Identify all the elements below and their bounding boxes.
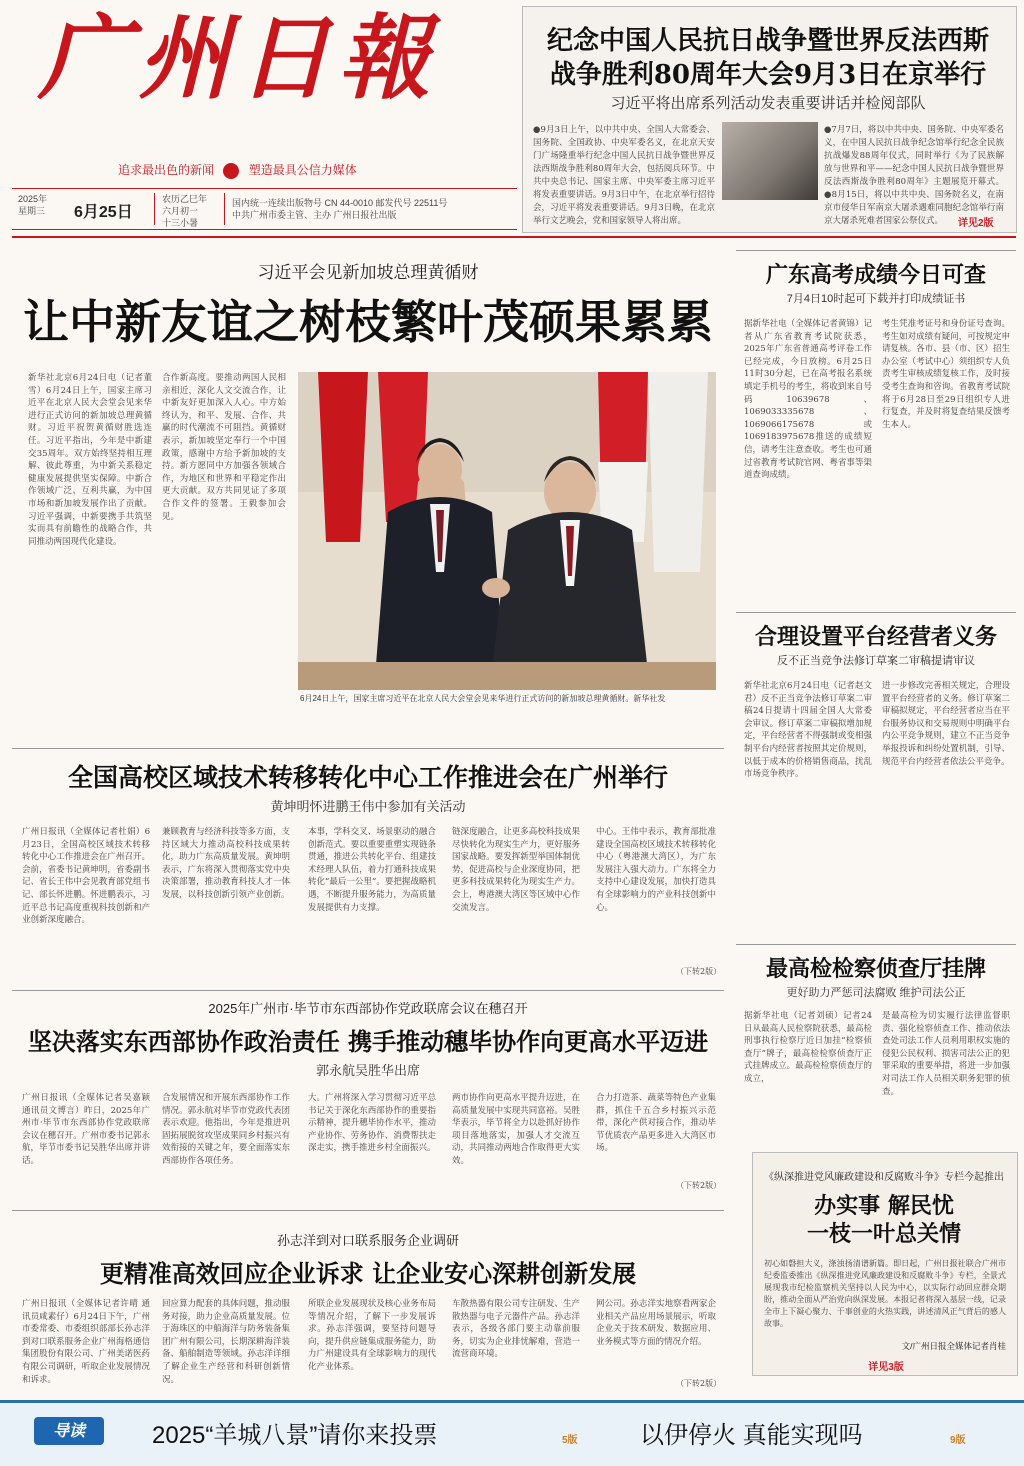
lead-headline[interactable]: 让中新友谊之树枝繁叶茂硕果累累: [23, 295, 713, 349]
gaokao-headline[interactable]: 广东高考成绩今日可查: [765, 262, 986, 288]
guide-item-1-page[interactable]: 5版: [562, 1435, 578, 1446]
bijie-subheadline: 郭永航吴胜华出席: [315, 1063, 420, 1078]
enterprise-body-col3: 所联企业发展现状及核心业务布局等情况介绍，了解下一步发展诉求。孙志洋强调，要坚持问题导向，提升供应链集成服务能力，助力广州建设具有全球影响力的现代化产业体系。: [308, 1299, 436, 1372]
issue-weekday: 星期三: [18, 206, 46, 216]
platform-headline[interactable]: 合理设置平台经营者义务: [754, 624, 997, 650]
guide-footer: [0, 1400, 1024, 1466]
procuratorate-headline[interactable]: 最高检检察侦查厅挂牌: [765, 956, 986, 982]
enterprise-body-col5: 网公司。孙志洋实地察看两家企业相关产品应用场景展示，听取企业关于技术研发、数据应用、业务模式等方面的情况介绍。: [596, 1299, 716, 1347]
guide-item-1[interactable]: 2025“羊城八景”请你来投票: [152, 1422, 438, 1449]
campaign-header: 《纵深推进党风廉政建设和反腐败斗争》专栏今起推出: [764, 1172, 1004, 1183]
slogan-right: 塑造最具公信力媒体: [248, 163, 357, 177]
top-story-headline[interactable]: [533, 24, 1003, 92]
lunar-date-block: [162, 193, 207, 229]
enterprise-kicker: 孙志洋到对口联系服务企业调研: [276, 1233, 459, 1248]
platform-body-col1: 新华社北京6月24日电（记者赵文君）反不正当竞争法修订草案二审稿24日提请十四届全国人大常委会审议。修订草案二审稿拟增加规定，平台经营者不得强制或变相强制平台内经营者按照其定价规则，以低于成本的价格销售商品，扰乱市场竞争秩序。: [744, 681, 872, 780]
guide-tag: 导读: [34, 1417, 104, 1445]
enterprise-continue[interactable]: （下转2版）: [676, 1379, 722, 1388]
top-story-photo: [722, 122, 818, 200]
tech-subheadline: 黄坤明怀进鹏王伟中参加有关活动: [270, 799, 466, 814]
campaign-byline: 文/广州日报全媒体记者肖桂: [901, 1341, 1006, 1351]
top-story-see-page[interactable]: 详见2版: [958, 218, 994, 229]
tech-body-col1: 广州日报讯（全媒体记者杜娟）6月23日，全国高校区域技术转移转化中心工作推进会在广州召开。会前，省委书记黄坤明，省委副书记、省长王伟中会见教育部党组书记、部长怀进鹏。怀进鹏表示，习近平总书记高度重视科技创新和产业创新深度融合。: [22, 827, 150, 926]
tech-body-col5: 中心。王伟中表示，教育部批准建设全国高校区域技术转移转化中心（粤港澳大湾区），为广东发展注入强大动力。广东将全力支持中心建设发展，加快打造具有全球影响力的产业科技创新中心。: [596, 827, 716, 913]
newspaper-logo-icon: [223, 163, 239, 179]
campaign-headline[interactable]: [760, 1192, 1008, 1248]
procuratorate-body-col1: 据新华社电（记者刘硕）记者24日从最高人民检察院获悉，最高检刑事执行检察厅近日加挂“检察侦查厅”牌子，最高检检察侦查厅正式挂牌成立。最高检检察侦查厅的成立，: [744, 1011, 872, 1084]
tech-continue[interactable]: （下转2版）: [676, 967, 722, 976]
masthead-slogan: [118, 161, 357, 179]
top-story-col2: ●7月7日，将以中共中央、国务院、中央军委名义，在中国人民抗日战争纪念馆举行纪念全民族抗战爆发88周年仪式，同时举行《为了民族解放与世界和平——纪念中国人民抗日战争暨世界反法西斯战争胜利80周年》主题展览开幕式。●8月15日，将以中共中央、国务院名义，在南京市侵华日军南京大屠杀遇难同胞纪念馆举行南京大屠杀死难者国家公祭仪式。: [824, 125, 1004, 226]
issue-year: 2025年: [18, 194, 48, 204]
tech-body-col4: 链深度融合，让更多高校科技成果尽快转化为现实生产力，更好服务国家战略。要发挥新型举国体制优势，促进高校与企业深度协同，把更多科技成果转化为现实生产力。会上，粤港澳大湾区等区域中心作交流发言。: [452, 827, 580, 913]
campaign-body: 初心如磐担大义，涤浊扬清谱新篇。即日起，广州日报社联合广州市纪委监委推出《纵深推进党风廉政建设和反腐败斗争》专栏，全景式展现我市纪检监察机关坚持以人民为中心，以实际行动回应群众期盼，推动全面从严治党向纵深发展。本报记者将深入基层一线，记录全市上下凝心聚力、干事创业的火热实践，讲述清风正气背后的感人故事。: [764, 1259, 1006, 1328]
top-story-col1: ●9月3日上午，以中共中央、全国人大常委会、国务院、全国政协、中央军委名义，在北京天安门广场隆重举行纪念中国人民抗日战争暨世界反法西斯战争胜利80周年大会，包括阅兵环节。中共中央总书记、国家主席、中央军委主席习近平将发表重要讲话。9月3日中午，在北京举行招待会，习近平将发表重要讲话。9月3日晚，在北京举行文艺晚会，党和国家领导人将出席。: [533, 125, 715, 226]
campaign-headline-line2: 一枝一叶总关情: [806, 1221, 961, 1247]
guide-item-2[interactable]: 以伊停火 真能实现吗: [640, 1422, 863, 1449]
tech-body-col2: 兼顾教育与经济科技等多方面，支持区域大力推动高校科技成果转化，助力广东高质量发展。黄坤明表示，广东将深入贯彻落实党中央决策部署，推动教育科技人才一体发展，以科技创新引领产业创新。: [162, 827, 290, 900]
slogan-left: 追求最出色的新闻: [118, 163, 215, 177]
issue-date: 6月25日: [74, 204, 133, 221]
bijie-body-col1: 广州日报讯（全媒体记者吴嘉颖 通讯员文博言）昨日，2025年广州市·毕节市东西部协作党政联席会议在穗召开。广州市委书记郭永航，毕节市委书记吴胜华出席并讲话。: [22, 1093, 150, 1166]
header-divider: [12, 236, 1016, 238]
bijie-kicker: 2025年广州市·毕节市东西部协作党政联席会议在穗召开: [208, 1001, 528, 1016]
solar-term: 十三小暑: [162, 218, 199, 228]
platform-subheadline: 反不正当竞争法修订草案二审稿提请审议: [777, 655, 975, 667]
top-story-subtitle: 习近平将出席系列活动发表重要讲话并检阅部队: [610, 95, 926, 112]
enterprise-body-col1: 广州日报讯（全媒体记者许晴 通讯员咸素仔）6月24日下午，广州市委常委、市委组织部部长孙志洋到对口联系服务企业广州海格通信集团股份有限公司、广州美诺医药有限公司调研，听取企业发展情况和诉求。: [22, 1299, 150, 1385]
lead-kicker: 习近平会见新加坡总理黄循财: [257, 263, 479, 282]
bijie-body-col2: 合发展情况和开展东西部协作工作情况。郭永航对毕节市党政代表团表示欢迎。他指出，今年是推进巩固拓展脱贫攻坚成果同乡村振兴有效衔接的关键之年，要全面落实东西部协作各项任务。: [162, 1093, 290, 1166]
enterprise-headline[interactable]: 更精准高效回应企业诉求 让企业安心深耕创新发展: [99, 1259, 637, 1288]
tech-body-col3: 本事，学科交叉、场景驱动的融合创新范式。要以重要重塑实现链条贯通，推进公共转化平台、组建技术经理人队伍，着力打通科技成果转化“最后一公里”。要把握战略机遇，不断提升服务能力，为高质量发展提供有力支撑。: [308, 827, 436, 913]
top-story-headline-line2: 战争胜利80周年大会9月3日在京举行: [549, 60, 987, 90]
gaokao-body-col2: 考生凭准考证号和身份证号查询。考生如对成绩有疑问，可按规定申请复核。各市、县（市、区）招生办公室（考试中心）须组织专人负责考生审核成绩复核工作，及时接受考生查询和咨询。省教育考试院将于6月28日至29日组织专人进行复查，并及时将复查结果反馈考生本人。: [882, 319, 1010, 430]
sponsor-line: 中共广州市委主管、主办 广州日报社出版: [232, 210, 397, 220]
lead-photo-caption: 6月24日上午，国家主席习近平在北京人民大会堂会见来华进行正式访问的新加坡总理黄循财。新华社发: [300, 694, 666, 703]
bijie-continue[interactable]: （下转2版）: [676, 1181, 722, 1190]
bijie-body-col5: 合力打造茶、蔬菜等特色产业集群，抓住千五合乡村振兴示范带，深化产供对接合作，推动毕节优质农产品更多进入大湾区市场。: [596, 1093, 716, 1154]
lunar-day: 六月初一: [162, 206, 199, 216]
masthead-title: 广州日報: [38, 4, 439, 112]
lead-photo: [298, 372, 716, 690]
issue-info-bar: [12, 188, 517, 230]
publication-info: [232, 197, 447, 221]
gaokao-subheadline: 7月4日10时起可下载并打印成绩证书: [786, 293, 966, 305]
enterprise-body-col2: 回应算力配套的具体问题，推动服务对接，助力企业高质量发展。位于海珠区的中船海洋与防务装备集团广州有限公司，长期深耕海洋装备、船舶制造等领域。孙志洋详细了解企业生产经营和科研创新情况。: [162, 1299, 290, 1385]
procuratorate-body-col2: 是最高检为切实履行法律监督职责、强化检察侦查工作、推动依法查处司法工作人员利用职权实施的侵犯公民权利、损害司法公正的犯罪采取的重要举措，将进一步加强对司法工作人员相关职务犯罪的侦查。: [882, 1011, 1010, 1097]
campaign-headline-line1: 办实事 解民忧: [814, 1193, 954, 1219]
lead-body-col1: 新华社北京6月24日电（记者董雪）6月24日上午，国家主席习近平在北京人民大会堂会见来华进行正式访问的新加坡总理黄循财。习近平祝贺黄循财胜选连任。习近平指出，今年是中新建交35周年。双方始终坚持相互理解、彼此尊重，为中新关系稳定健康发展提供坚实保障。中新合作领域广泛、互利共赢，为中国市场和新加坡发展作出了贡献。习近平强调，中新要携手共筑坚实而具有前瞻性的战略合作，共同推动两国现代化建设。: [28, 373, 152, 547]
gaokao-body-col1: 据新华社电（全媒体记者黄锦）记者从广东省教育考试院获悉，2025年广东省普通高考评卷工作已经完成，今日放榜。6月25日11时30分起，已在高考报名系统填定手机号的考生，将收到来自号码10639678、1069033335678、1069066175678或1069183975678推送的成绩短信，请考生注意查收。考生也可通过省教育考试院官网、粤省事等渠道查询成绩。: [744, 319, 872, 481]
issue-year-block: [18, 193, 47, 217]
lead-body-col2: 合作新高度。要推动两国人民相亲相近，深化人文交流合作，让中新友好更加深入人心。中方始终认为，和平、发展、合作、共赢的时代潮流不可阻挡。黄循财表示，新加坡坚定奉行一个中国政策，感谢中方给予新加坡的支持。新方愿同中方加强各领域合作，为地区和世界和平稳定作出更大贡献。双方共同见证了多项合作文件的签署。王毅参加会见。: [162, 373, 286, 522]
platform-body-col2: 进一步修改完善相关规定，合理设置平台经营者的义务。修订草案二审稿拟规定，平台经营者应当在平台服务协议和交易规则中明确平台内公平竞争规则，建立不正当竞争举报投诉和纠纷处置机制，引导、规范平台内经营者依法公平竞争。: [882, 681, 1010, 767]
procuratorate-subheadline: 更好助力严惩司法腐败 维护司法公正: [786, 987, 966, 999]
registration-number: 国内统一连续出版物号 CN 44-0010 邮发代号 22511号: [232, 198, 448, 208]
campaign-see-page[interactable]: 详见3版: [868, 1362, 904, 1373]
lunar-year: 农历乙巳年: [162, 194, 208, 204]
bijie-body-col3: 大。广州将深入学习贯彻习近平总书记关于深化东西部协作的重要指示精神，提升穗毕协作水平，推动产业协作、劳务协作、消费帮扶走深走实，携手推进乡村全面振兴。: [308, 1093, 436, 1154]
handshake-photo-illustration: [298, 372, 716, 690]
guide-item-2-page[interactable]: 9版: [950, 1435, 966, 1446]
top-story-headline-line1: 纪念中国人民抗日战争暨世界反法西斯: [546, 26, 989, 56]
bijie-body-col4: 两市协作向更高水平提升迈进，在高质量发展中实现共同富裕。吴胜华表示，毕节将全力以赴抓好协作项目落地落实，加强人才交流互动，共同推动两地合作取得更大实效。: [452, 1093, 580, 1166]
tech-headline[interactable]: 全国高校区域技术转移转化中心工作推进会在广州举行: [67, 763, 668, 792]
enterprise-body-col4: 车散热器有限公司专注研发、生产散热器与电子元器件产品。孙志洋表示，各级各部门要主动靠前服务，切实为企业排忧解难，营造一流营商环境。: [452, 1299, 580, 1360]
bijie-headline[interactable]: 坚决落实东西部协作政治责任 携手推动穗毕协作向更高水平迈进: [27, 1027, 709, 1056]
